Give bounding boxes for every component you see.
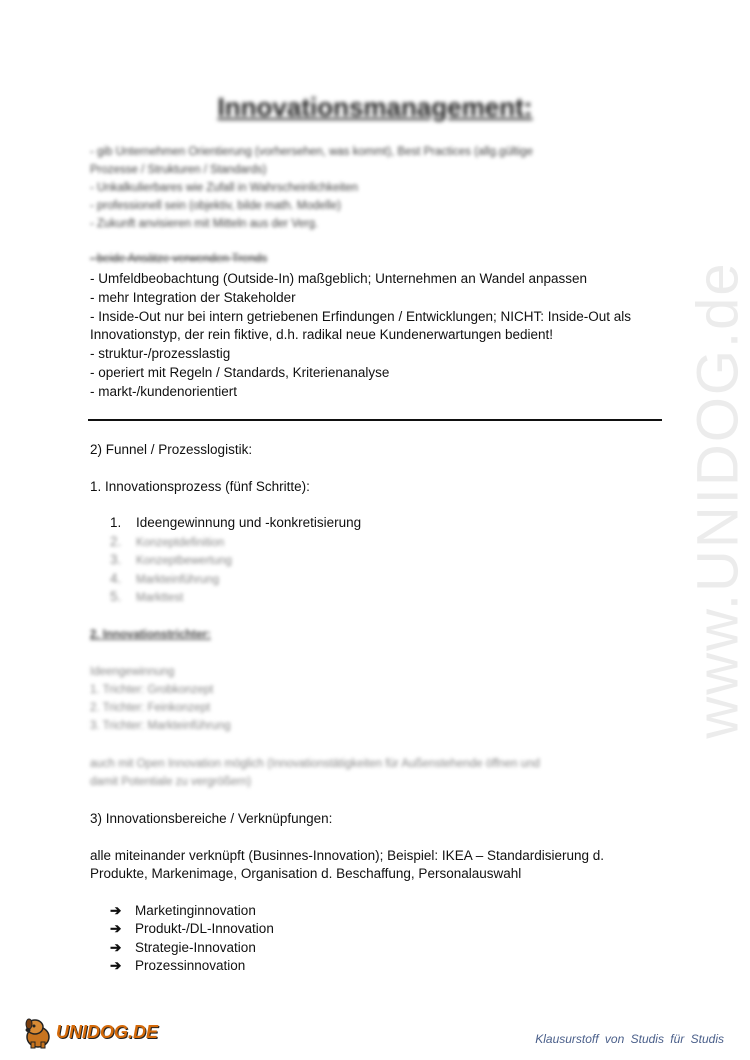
section3-text: alle miteinander verknüpft (Businnes-Innovation); Beispiel: IKEA – Standardisierung d. <box>90 848 605 863</box>
arrow-right-icon: ➔ <box>110 903 122 918</box>
list-item: ➔ Strategie-Innovation <box>110 940 256 955</box>
page-title: Innovationsmanagement: <box>217 92 533 122</box>
footer-tagline: Klausurstoff von Studis für Studis <box>535 1032 724 1046</box>
dog-icon <box>22 1015 54 1049</box>
open-innovation-line: auch mit Open Innovation möglich (Innovationstätigkeiten für Außenstehende öffnen und <box>90 758 540 770</box>
list-item: ➔ Marketinginnovation <box>110 903 256 918</box>
section3-text: Produkte, Markenimage, Organisation d. Beschaffung, Personalauswahl <box>90 866 522 881</box>
section1-line: Innovationstyp, der rein fiktive, d.h. radikal neue Kundenerwartungen bedient! <box>90 327 554 342</box>
arrow-right-icon: ➔ <box>110 921 122 936</box>
section3-heading: 3) Innovationsbereiche / Verknüpfungen: <box>90 811 333 826</box>
funnel-line: 1. Trichter: Grobkonzept <box>90 684 214 696</box>
blurred-intro-line: - professionell sein (objektiv, bilde math. Modelle) <box>90 200 341 212</box>
strike-line: - beide Ansätze verwenden Trends <box>90 253 268 265</box>
blurred-intro-line: - Zukunft anvisieren mit Mitteln aus der Verg. <box>90 218 319 230</box>
section2-heading: 2) Funnel / Prozesslogistik: <box>90 442 253 457</box>
section1-line: - mehr Integration der Stakeholder <box>90 290 296 305</box>
funnel-heading: 2. Innovationstrichter: <box>90 629 211 641</box>
section1-line: - operiert mit Regeln / Standards, Kriterienanalyse <box>90 365 390 380</box>
section-divider <box>88 419 662 421</box>
blurred-intro-line: - gib Unternehmen Orientierung (vorhersehen, was kommt), Best Practices (allg.gültige <box>90 146 533 158</box>
funnel-line: 3. Trichter: Markteinführung <box>90 720 231 732</box>
process-heading: 1. Innovationsprozess (fünf Schritte): <box>90 479 310 494</box>
process-step: 1. Ideengewinnung und -konkretisierung <box>110 515 362 530</box>
process-step: 3. Konzeptbewertung <box>110 552 232 567</box>
list-item: ➔ Prozessinnovation <box>110 958 246 973</box>
section1-line: - markt-/kundenorientiert <box>90 384 238 399</box>
logo-text: UNIDOG.DE <box>56 1021 159 1042</box>
section1-line: - Umfeldbeobachtung (Outside-In) maßgeblich; Unternehmen an Wandel anpassen <box>90 271 588 286</box>
unidog-logo[interactable] <box>22 1014 158 1050</box>
process-step: 2. Konzeptdefinition <box>110 534 225 549</box>
process-step: 4. Markteinführung <box>110 571 220 586</box>
watermark: www.UNIDOG.de <box>685 261 750 739</box>
section1-line: - struktur-/prozesslastig <box>90 346 231 361</box>
section1-line: - Inside-Out nur bei intern getriebenen Erfindungen / Entwicklungen; NICHT: Inside-Out als <box>90 309 632 324</box>
process-step: 5. Markttest <box>110 589 184 604</box>
arrow-right-icon: ➔ <box>110 940 122 955</box>
funnel-line: 2. Trichter: Feinkonzept <box>90 702 211 714</box>
list-item: ➔ Produkt-/DL-Innovation <box>110 921 274 936</box>
blurred-intro-line: Prozesse / Strukturen / Standards) <box>90 164 267 176</box>
funnel-line: Ideengewinnung <box>90 666 175 678</box>
arrow-right-icon: ➔ <box>110 958 122 973</box>
blurred-intro-line: - Unkalkulierbares wie Zufall in Wahrscheinlichkeiten <box>90 182 359 194</box>
open-innovation-line: damit Potentiale zu vergrößern) <box>90 776 252 788</box>
